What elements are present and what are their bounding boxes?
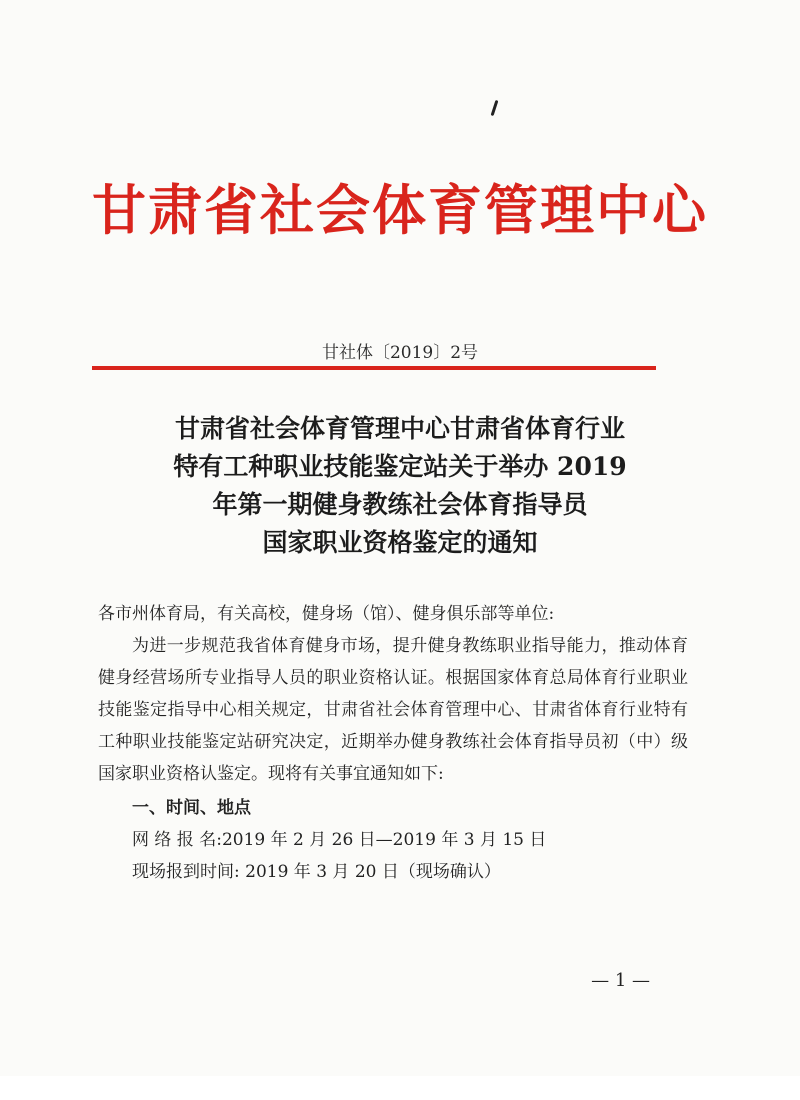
issuing-org-header: 甘肃省社会体育管理中心 xyxy=(92,178,708,242)
page-bottom-margin xyxy=(0,1076,800,1100)
notice-body xyxy=(98,598,688,888)
registration-period: 网 络 报 名:2019 年 2 月 26 日—2019 年 3 月 15 日 xyxy=(132,830,547,850)
notice-title-line-1: 甘肃省社会体育管理中心甘肃省体育行业 xyxy=(174,414,625,443)
onsite-registration-time: 现场报到时间: 2019 年 3 月 20 日（现场确认） xyxy=(132,862,501,882)
addressee-line: 各市州体育局，有关高校，健身场（馆）、健身俱乐部等单位: xyxy=(98,604,555,624)
notice-title-line-3: 年第一期健身教练社会体育指导员 xyxy=(212,490,588,519)
notice-title xyxy=(90,410,710,562)
red-separator-line xyxy=(92,366,656,370)
document-number: 甘社体〔2019〕2号 xyxy=(321,343,479,363)
page-number: — 1 — xyxy=(591,970,650,991)
intro-paragraph: 为进一步规范我省体育健身市场，提升健身教练职业指导能力，推动体育健身经营场所专业指导人员的职业资格认证。根据国家体育总局体育行业职业技能鉴定指导中心相关规定，甘肃省社会体育管理中心、甘肃省体育行业特有工种职业技能鉴定站研究决定，近期举办健身教练社会体育指导员初（中）级国家职业资格认鉴定。现将有关事宜通知如下: xyxy=(98,636,688,784)
handwritten-tick-mark xyxy=(491,100,499,116)
section-heading-time-place: 一、时间、地点 xyxy=(132,798,251,818)
notice-title-line-4: 国家职业资格鉴定的通知 xyxy=(262,528,538,557)
notice-title-line-2: 特有工种职业技能鉴定站关于举办 2019 xyxy=(173,452,627,481)
